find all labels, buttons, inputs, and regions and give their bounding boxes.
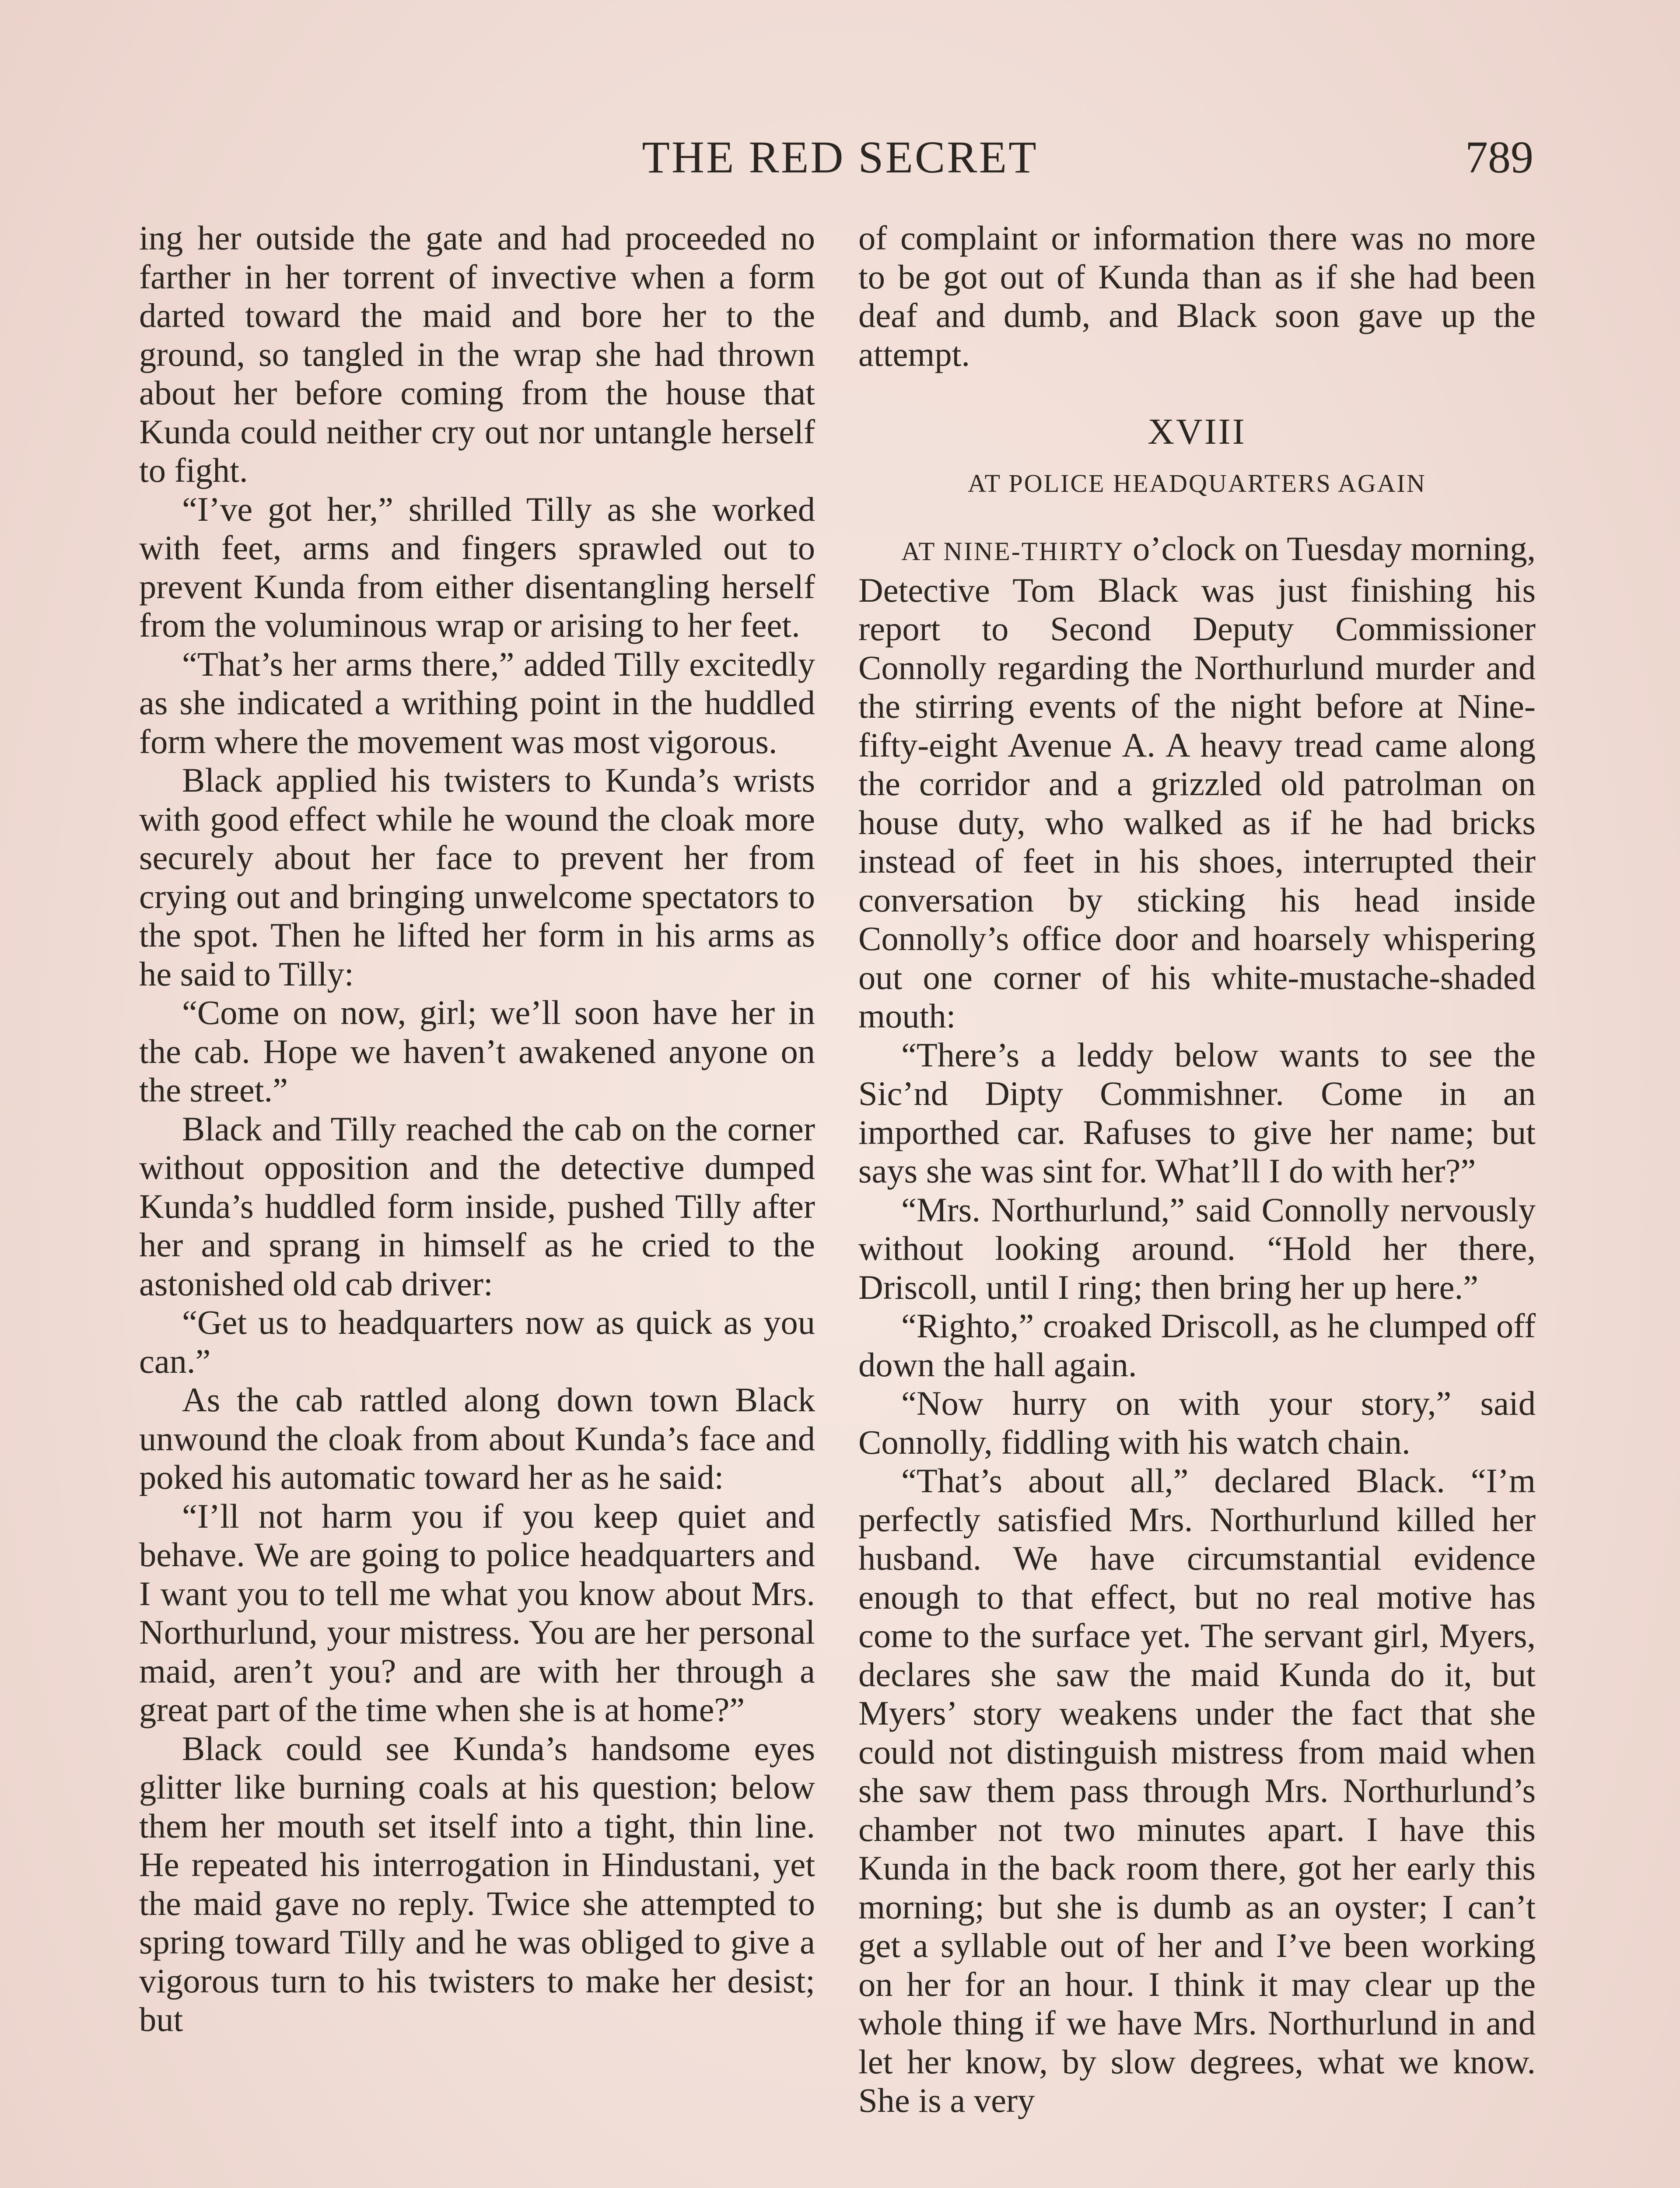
chapter-title: AT POLICE HEADQUARTERS AGAIN xyxy=(968,469,1426,498)
paragraph: “That’s her arms there,” added Tilly excitedly as she indicated a writhing point in the huddled form where the movement was most vigorous. xyxy=(139,645,815,761)
paragraph: “That’s about all,” declared Black. “I’m perfectly satisfied Mrs. Northurlund killed her husband. We have circumstantial evidence enough to that effect, but no real motive has come to the surface yet. The servant girl, Myers, declares she saw the maid Kunda do it, but Myers’ story weakens under the fact that she could not distinguish mistress from maid when she saw them pass through Mrs. Northurlund’s chamber not two minutes apart. I have this Kunda in the back room there, got her early this morning; but she is dumb as an oyster; I can’t get a syllable out of her and I’ve been working on her for an hour. I think it may clear up the whole thing if we have Mrs. Northurlund in and let her know, by slow degrees, what we know. She is a very xyxy=(858,1462,1536,2119)
paragraph: “I’ll not harm you if you keep quiet and behave. We are going to police headquarters and I want you to tell me what you know about Mrs. Northurlund, your mistress. You are her personal maid, aren’t you? and are with her through a great part of the time when she is at home?” xyxy=(139,1497,815,1729)
running-title: THE RED SECRET xyxy=(642,132,1038,182)
paragraph: “Righto,” croaked Driscoll, as he clumped off down the hall again. xyxy=(858,1307,1536,1384)
paragraph: “Mrs. Northurlund,” said Connolly nervously without looking around. “Hold her there, Driscoll, until I ring; then bring her up here.” xyxy=(858,1190,1536,1306)
right-column xyxy=(858,219,1536,2120)
paragraph: “I’ve got her,” shrilled Tilly as she worked with feet, arms and fingers sprawled out to prevent Kunda from either disentangling herself from the voluminous wrap or arising to her feet. xyxy=(139,490,815,644)
paragraph: Black and Tilly reached the cab on the corner without opposition and the detective dumped Kunda’s huddled form inside, pushed Tilly after her and sprang in himself as he cried to the astonished old cab driver: xyxy=(139,1109,815,1303)
paragraph: “Now hurry on with your story,” said Connolly, fiddling with his watch chain. xyxy=(858,1384,1536,1461)
chapter-number: XVIII xyxy=(1148,411,1246,452)
small-caps-lead: AT NINE-THIRTY xyxy=(901,537,1124,566)
paragraph: “Come on now, girl; we’ll soon have her in the cab. Hope we haven’t awakened anyone on the street.” xyxy=(139,993,815,1109)
paragraph: “Get us to headquarters now as quick as you can.” xyxy=(139,1303,815,1380)
paragraph: As the cab rattled along down town Black unwound the cloak from about Kunda’s face and poked his automatic toward her as he said: xyxy=(139,1381,815,1496)
paragraph: ing her outside the gate and had proceeded no farther in her torrent of invective when a form darted toward the maid and bore her to the ground, so tangled in the wrap she had thrown about her before coming from the house that Kunda could neither cry out nor untangle herself to fight. xyxy=(139,219,815,489)
page-number: 789 xyxy=(1465,132,1533,182)
paragraph: Black could see Kunda’s handsome eyes glitter like burning coals at his question; below them her mouth set itself into a tight, thin line. He repeated his interrogation in Hindustani, yet the maid gave no reply. Twice she attempted to spring toward Tilly and he was obliged to give a vigorous turn to his twisters to make her desist; but xyxy=(139,1729,815,2038)
paragraph-text: o’clock on Tuesday morning, Detective Tom Black was just finishing his report to Second Deputy Commissioner Connolly regarding the Northurlund murder and the stirring events of the night before at Nine-fifty-eight Avenue A. A heavy tread came along the corridor and a grizzled old patrolman on house duty, who walked as if he had bricks instead of feet in his shoes, interrupted their conversation by sticking his head inside Connolly’s office door and hoarsely whispering out one corner of his white-mustache-shaded mouth: xyxy=(858,529,1536,1035)
left-column xyxy=(139,219,815,2039)
running-head xyxy=(0,127,1680,193)
paragraph: of complaint or information there was no more to be got out of Kunda than as if she had been deaf and dumb, and Black soon gave up the attempt. xyxy=(858,219,1536,373)
paragraph: “There’s a leddy below wants to see the Sic’nd Dipty Commishner. Come in an importhed car. Rafuses to give her name; but says she was sint for. What’ll I do with her?” xyxy=(858,1035,1536,1190)
chapter-opening-paragraph xyxy=(858,529,1536,1036)
paragraph: Black applied his twisters to Kunda’s wrists with good effect while he wound the cloak more securely about her face to prevent her from crying out and bringing unwelcome spectators to the spot. Then he lifted her form in his arms as he said to Tilly: xyxy=(139,761,815,993)
